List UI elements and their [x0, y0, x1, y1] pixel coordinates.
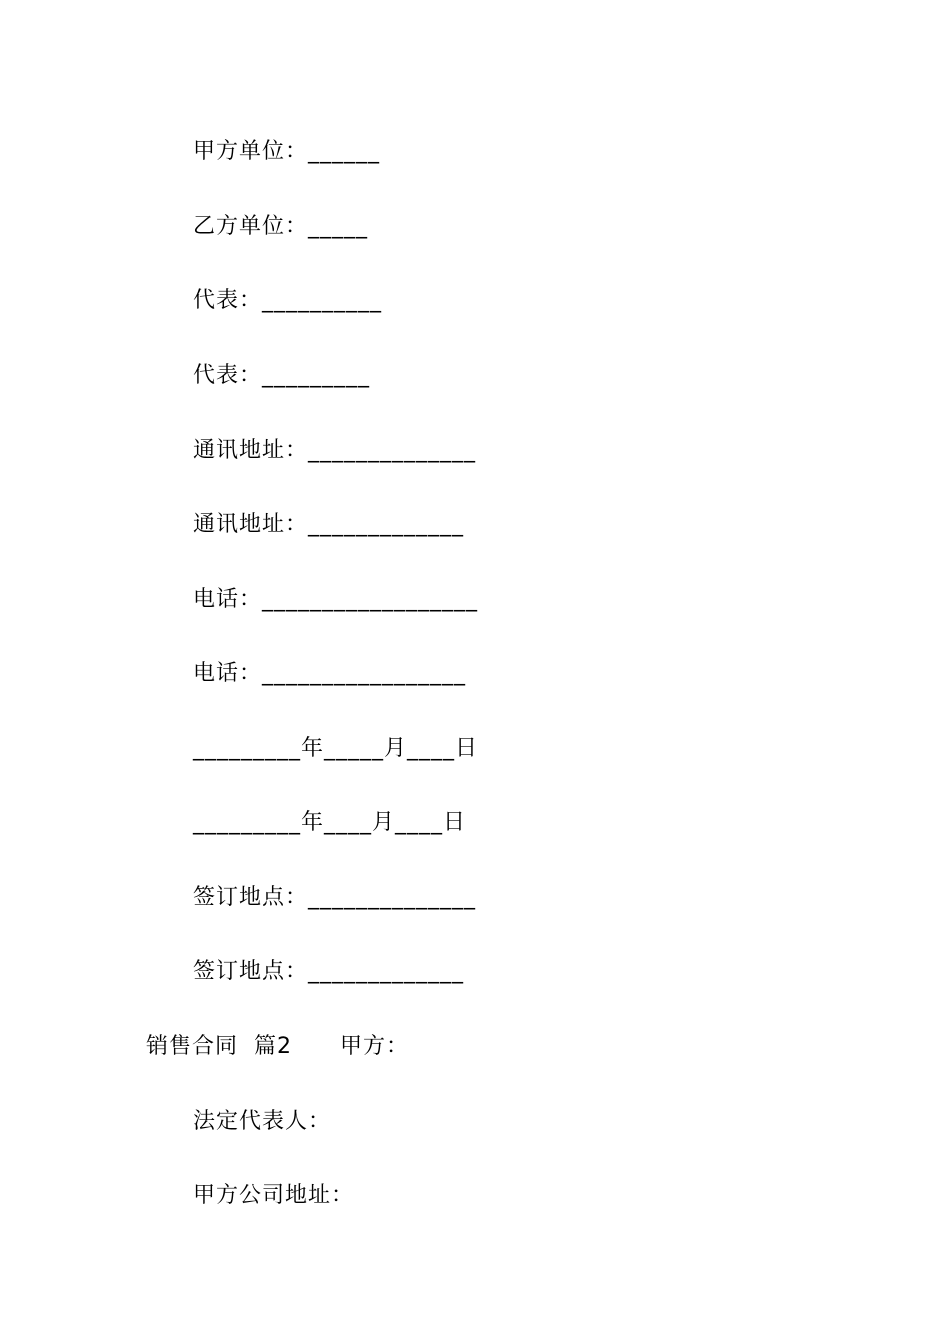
- party-b-signing-place-field: 签订地点：_____________: [193, 959, 465, 984]
- party-a-date-field: _________年_____月____日: [193, 736, 479, 761]
- party-b-representative-field: 代表：_________: [193, 363, 371, 388]
- party-b-address-field: 通讯地址：_____________: [193, 512, 465, 537]
- party-a-unit-field: 甲方单位：______: [193, 139, 381, 164]
- party-b-phone-field: 电话：_________________: [193, 661, 467, 686]
- party-a-phone-field: 电话：__________________: [193, 587, 479, 612]
- section-heading: 销售合同 篇2 甲方：: [146, 1034, 409, 1059]
- legal-representative-field: 法定代表人：: [193, 1109, 332, 1134]
- party-b-unit-field: 乙方单位：_____: [193, 214, 369, 239]
- party-b-date-field: _________年____月____日: [193, 810, 467, 835]
- party-a-signing-place-field: 签订地点：______________: [193, 885, 477, 910]
- party-a-company-address-field: 甲方公司地址：: [193, 1183, 355, 1208]
- party-a-address-field: 通讯地址：______________: [193, 438, 477, 463]
- party-a-representative-field: 代表：__________: [193, 288, 383, 313]
